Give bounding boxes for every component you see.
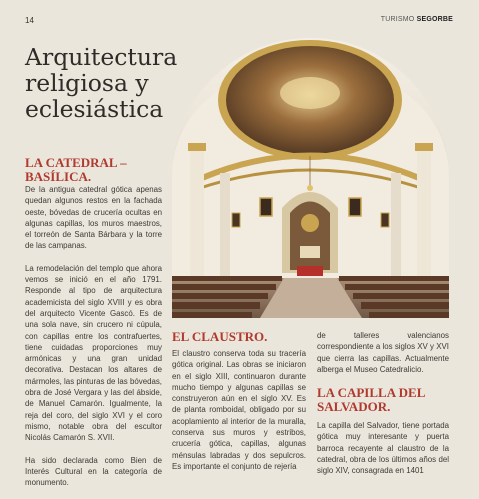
brand-label: [381, 16, 453, 23]
section-heading-catedral: LA CATEDRAL – BASÍLICA.: [25, 155, 127, 184]
paragraph: La remodelación del templo que ahora vemos se inició en el año 1791. Responde al tipo de arquitectura academicista del siglo XVIII y es obra del arquitecto Vicente Gascó. Es de una sola nave, sin crucero ni cúpula, con capillas entre los contrafuertes, tiene cuidadas proporciones muy armónicas y una gran unidad decorativa. Destacan los altares de mármoles, las pinturas de las bóvedas, obra de José Vergara y las del ábside, de Manuel Camarón. Igualmente, la reja del coro, del siglo XVI y el coro mismo, notable obra del escultor Nicolás Camarón S. XVII.: [25, 263, 162, 443]
paragraph: Ha sido declarada como Bien de Interés Cultural en la categoría de monumento.: [25, 455, 162, 488]
brand-name: SEGORBE: [416, 16, 453, 23]
cathedral-interior-photo: [172, 38, 449, 318]
paragraph: El claustro conserva toda su tracería gótica original. Las obras se iniciaron en el siglo XIII, continuaron durante mucho tiempo y algunas capillas se construyeron aún en el siglo XV. Es de planta romboidal, obligado por su acoplamiento al interior de la muralla, conserva sus muros y estribos, crucería gótica, capillas, algunas ménsulas labradas y dos sepulcros. Es importante el conjunto de rejería: [172, 349, 306, 471]
section-heading-capilla: LA CAPILLA DEL SALVADOR.: [317, 385, 425, 415]
column-claustro: [172, 348, 306, 483]
column-catedral: [25, 184, 162, 499]
paragraph: de talleres valencianos correspondiente a los siglos XV y XVI que cierra las capillas. Actualmente alberga el Museo Catedralicio.: [317, 331, 449, 374]
brand-prefix: TURISMO: [380, 16, 417, 23]
column-continuation: [317, 330, 449, 488]
section-heading-claustro: EL CLAUSTRO.: [172, 329, 268, 344]
paragraph: De la antigua catedral gótica apenas quedan algunos restos en la fachada oeste, bóvedas de crucería ocultas en algunas capillas, los muros maestros, el torreón de Santa Bárbara y la torre de las campanas.: [25, 185, 162, 251]
page-title: Arquitectura religiosa y eclesiástica: [25, 43, 178, 123]
paragraph: La capilla del Salvador, tiene portada gótica muy interesante y puerta barroca recayente al claustro de la catedral, obra de los últimos años del siglo XIV, consagrada en 1401: [317, 421, 449, 476]
page-number: 14: [25, 16, 34, 25]
